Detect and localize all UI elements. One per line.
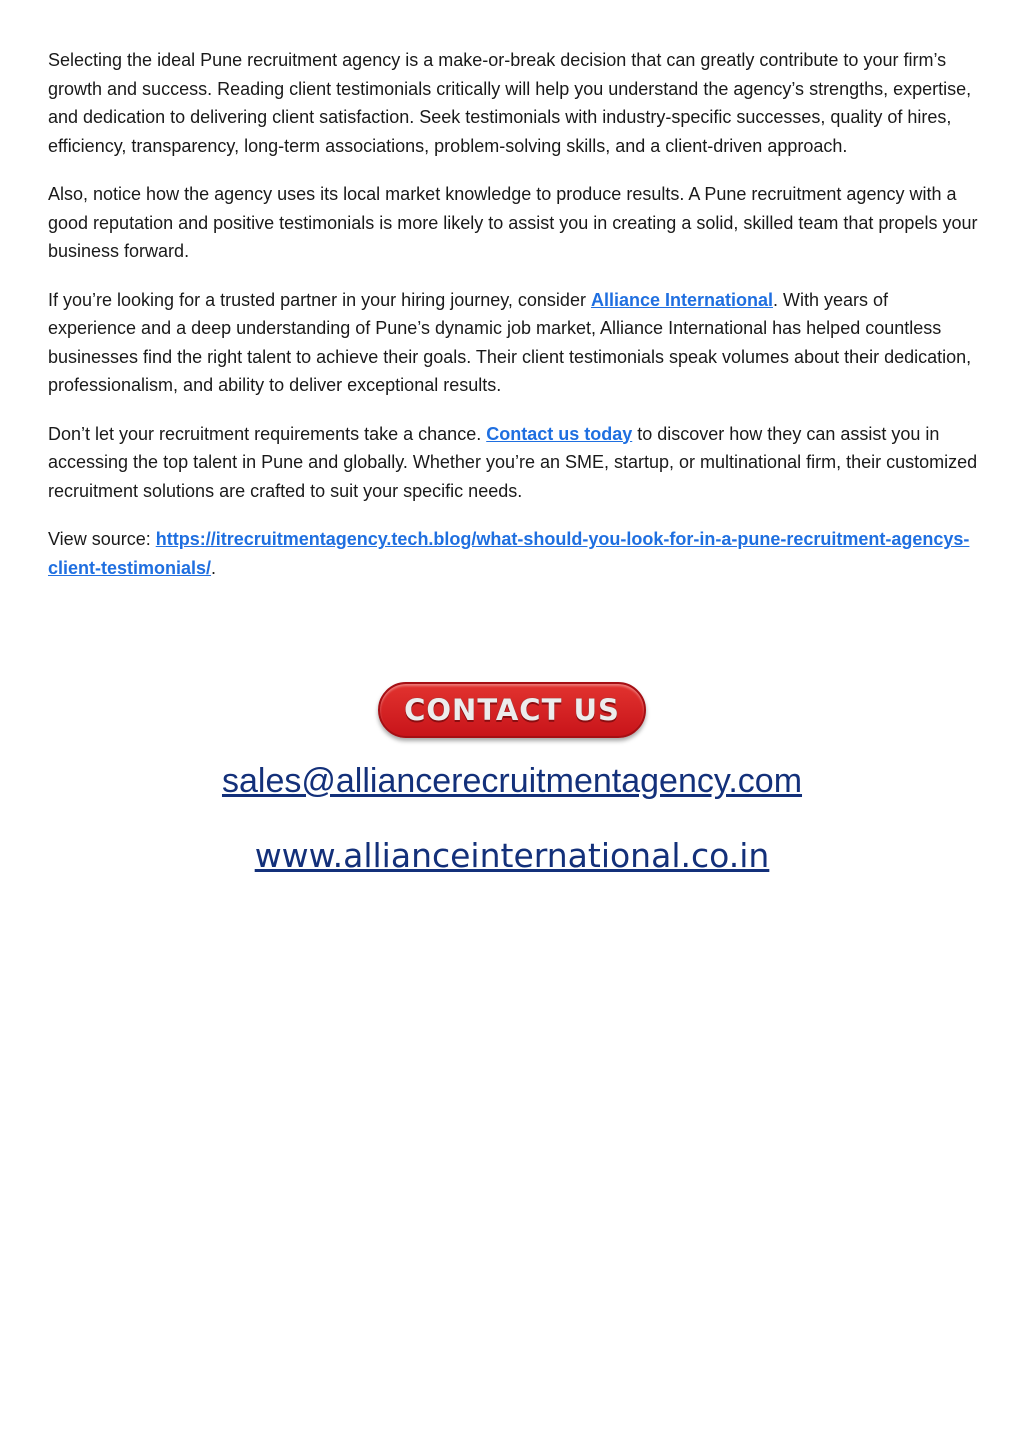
- sales-email-link[interactable]: sales@alliancerecruitmentagency.com: [221, 762, 803, 800]
- contact-button-wrapper: [0, 682, 1024, 738]
- view-source-period: .: [211, 557, 217, 578]
- view-source-label: View source:: [48, 529, 156, 549]
- contact-us-button-label: CONTACT US: [404, 693, 620, 727]
- paragraph-contact: [48, 420, 978, 506]
- contact-us-button[interactable]: [378, 682, 646, 738]
- paragraph-intro: Selecting the ideal Pune recruitment agency is a make-or-break decision that can greatly contribute to your firm’s growth and success. Reading client testimonials critically will help you understand the agency’s strengths, expertise, and dedication to delivering client satisfaction. Seek testimonials with industry-specific successes, quality of hires, efficiency, transparency, long-term associations, problem-solving skills, and a client-driven approach.: [48, 50, 972, 156]
- paragraph-local-knowledge: Also, notice how the agency uses its local market knowledge to produce results. A Pune recruitment agency with a good reputation and positive testimonials is more likely to assist you in creating a solid, skilled team that propels your business forward.: [48, 184, 978, 261]
- view-source-line: [48, 525, 978, 582]
- article-body: [48, 46, 978, 602]
- paragraph-alliance-text-end: . With years of experience and a deep understanding of Pune’s dynamic job market, Alliance International has helped countless businesses find the right talent to achieve their goals. Their client testimonials speak volumes about their dedication, professionalism, and ability to deliver exceptional results.: [48, 289, 972, 395]
- website-link[interactable]: www.allianceinternational.co.in: [254, 836, 770, 875]
- paragraph-contact-text-end: to discover how they can assist you in accessing the top talent in Pune and globally. Whether you’re an SME, startup, or multinational firm, their customized recruitment solutions are crafted to suit your specific needs.: [48, 423, 978, 501]
- contact-us-today-link[interactable]: Contact us today: [486, 423, 633, 444]
- paragraph-alliance: [48, 286, 978, 400]
- source-url-link[interactable]: https://itrecruitmentagency.tech.blog/what-should-you-look-for-in-a-pune-recruitment-agencys-client-testimonials/: [48, 529, 970, 578]
- paragraph-alliance-text-start: If you’re looking for a trusted partner in your hiring journey, consider: [48, 289, 591, 310]
- alliance-international-link[interactable]: Alliance International: [590, 289, 773, 310]
- paragraph-contact-text-start: Don’t let your recruitment requirements take a chance.: [48, 423, 487, 444]
